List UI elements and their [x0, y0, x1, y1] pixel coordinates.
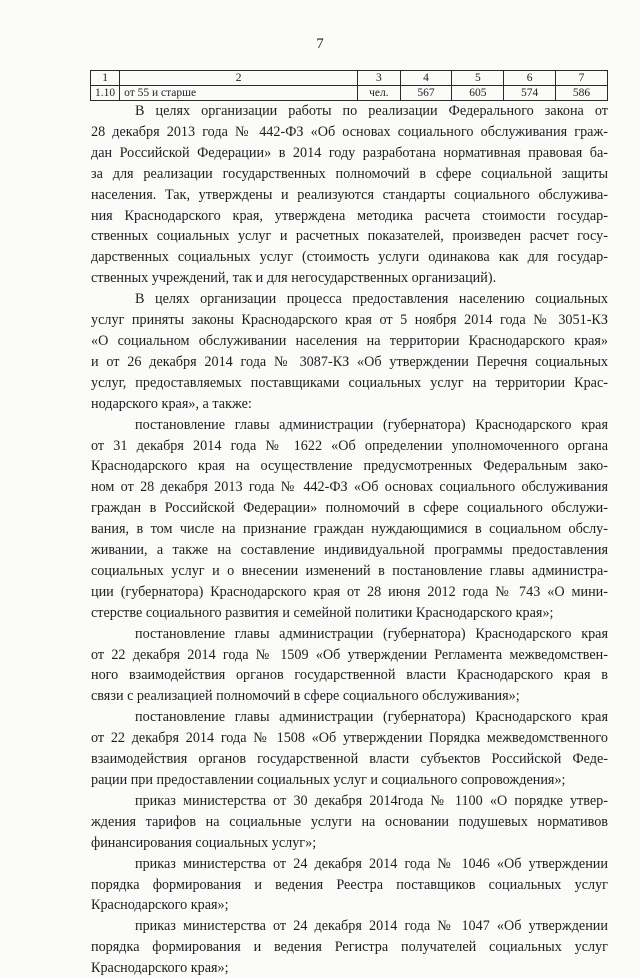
text-line: граждан в Российской Федерации» полномочий в сфере социального обслужи- [91, 500, 608, 517]
table-cell: 567 [400, 86, 452, 101]
text-line: порядка формирования и ведения Регистра получателей социальных услуг [91, 939, 608, 956]
text-line: ственных учреждений, так и для негосударственных организаций). [91, 270, 497, 287]
statistics-table [90, 70, 608, 101]
text-line: нодарского края», а также: [91, 395, 252, 412]
text-line: от 22 декабря 2014 года № 1508 «Об утверждении Порядка межведомственного [91, 730, 608, 747]
page-number: 7 [316, 36, 324, 52]
table-header-cell: 1 [91, 71, 120, 86]
text-line: приказ министерства от 30 декабря 2014года № 1100 «О порядке утвер- [135, 792, 608, 809]
text-line: вания, в том числе на признание граждан нуждающимися в социальном обслу- [91, 521, 608, 538]
text-line: финансирования социальных услуг»; [91, 834, 317, 851]
text-line: 28 декабря 2013 года № 442-ФЗ «Об основах социального обслуживания граж- [91, 123, 608, 140]
text-line: дарственных социальных услуг (стоимость услуги одинакова как для государ- [91, 249, 608, 266]
text-line: «О социальном обслуживании населения на территории Краснодарского края» [91, 332, 608, 349]
text-line: населения. Так, утверждены и реализуются стандарты социального обслужива- [91, 186, 608, 203]
table-header-cell: 6 [504, 71, 556, 86]
document-body [91, 101, 608, 979]
text-line: и от 26 декабря 2014 года № 3087-КЗ «Об утверждении Перечня социальных [91, 353, 608, 370]
text-line: социальных услуг и о внесении изменений в постановление главы администра- [91, 562, 608, 579]
text-line: дан Российской Федерации» в 2014 году разработана нормативная правовая ба- [91, 144, 608, 161]
text-line: ния Краснодарского края, утверждена методика расчета стоимости государ- [91, 207, 608, 224]
text-line: постановление главы администрации (губернатора) Краснодарского края [135, 709, 608, 726]
text-line: услуг, предоставляемых поставщиками социальных услуг на территории Крас- [91, 374, 608, 391]
table-header-cell: 4 [400, 71, 452, 86]
text-line: ного взаимодействия органов государственной власти Краснодарского края в [91, 667, 608, 684]
text-line: взаимодействия органов государственной власти субъектов Российской Феде- [91, 751, 608, 768]
table-header-cell: 2 [120, 71, 358, 86]
text-line: порядка формирования и ведения Реестра поставщиков социальных услуг [91, 876, 608, 893]
text-line: связи с реализацией полномочий в сфере социального обслуживания»; [91, 688, 520, 705]
text-line: живании, а также на составление индивидуальной программы предоставления [91, 542, 608, 559]
text-line: ции (губернатора) Краснодарского края от 28 июня 2012 года № 743 «О мини- [91, 583, 608, 600]
table-cell: чел. [358, 86, 400, 101]
text-line: В целях организации процесса предоставления населению социальных [135, 291, 608, 308]
table-header-cell: 7 [556, 71, 608, 86]
text-line: от 31 декабря 2014 года № 1622 «Об определении уполномоченного органа [91, 437, 608, 454]
text-line: услуг приняты законы Краснодарского края от 5 ноября 2014 года № 3051-КЗ [91, 312, 608, 329]
text-line: за для реализации государственных полномочий в сфере социальной защиты [91, 165, 608, 182]
text-line: ственных социальных услуг и расчетных показателей, произведен расчет госу- [91, 228, 608, 245]
text-line: стерстве социального развития и семейной политики Краснодарского края»; [91, 604, 554, 621]
text-line: от 22 декабря 2014 года № 1509 «Об утверждении Регламента межведомствен- [91, 646, 608, 663]
text-line: ждения тарифов на социальные услуги на основании подушевых нормативов [91, 813, 608, 830]
table-cell: от 55 и старше [120, 86, 358, 101]
text-line: рации при предоставлении социальных услуг и социального сопровождения»; [91, 772, 566, 788]
text-line: приказ министерства от 24 декабря 2014 года № 1046 «Об утверждении [135, 855, 608, 872]
text-line: ном от 28 декабря 2013 года № 442-ФЗ «Об основах социального обслуживания [91, 479, 608, 496]
text-line: В целях организации работы по реализации Федерального закона от [135, 103, 608, 119]
table-cell: 605 [452, 86, 504, 101]
table-row [91, 86, 608, 101]
table-cell: 1.10 [91, 86, 120, 101]
table-header-row [91, 71, 608, 86]
text-line: постановление главы администрации (губернатора) Краснодарского края [135, 625, 608, 642]
text-line: Краснодарского края»; [91, 960, 229, 977]
table-cell: 586 [556, 86, 608, 101]
text-line: Краснодарского края»; [91, 897, 229, 914]
table-header-cell: 5 [452, 71, 504, 86]
text-line: Краснодарского края на осуществление предусмотренных Федеральным зако- [91, 458, 608, 475]
text-line: постановление главы администрации (губернатора) Краснодарского края [135, 416, 608, 433]
text-line: приказ министерства от 24 декабря 2014 года № 1047 «Об утверждении [135, 918, 608, 935]
table-header-cell: 3 [358, 71, 400, 86]
table-cell: 574 [504, 86, 556, 101]
